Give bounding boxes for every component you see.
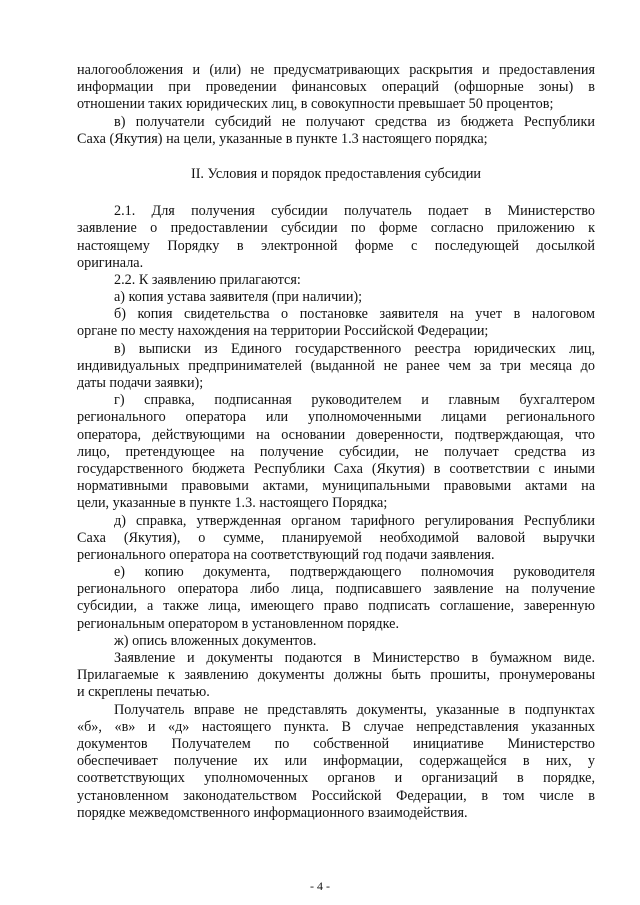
text-line: в) выписки из Единого государственного реестра юридических лиц, xyxy=(114,340,595,357)
text-line: Прилагаемые к заявлению документы должны быть прошиты, пронумерованы xyxy=(77,667,595,684)
text-line: информации при проведении финансовых операций (офшорные зоны) в xyxy=(77,79,595,96)
text-line: в) получатели субсидий не получают средства из бюджета Республики xyxy=(114,113,595,130)
text-line: регионального оператора на соответствующий год подачи заявления. xyxy=(77,546,495,563)
text-line: налогообложения и (или) не предусматривающих раскрытия и предоставления xyxy=(77,62,595,78)
text-line: нормативными правовыми актами, муниципальными правовыми актами на xyxy=(77,478,595,495)
text-line: установленном законодательством Российской Федерации, в том числе в xyxy=(77,787,595,804)
text-line: порядке межведомственного информационного взаимодействия. xyxy=(77,804,468,821)
text-line: регионального оператора или уполномоченными лицами регионального xyxy=(77,409,595,426)
text-line: индивидуальных предпринимателей (выданной не ранее чем за три месяца до xyxy=(77,357,595,374)
text-line: государственного бюджета Республики Саха (Якутия) в соответствии с иными xyxy=(77,460,595,477)
text-line: и скреплены печатью. xyxy=(77,684,210,701)
text-line: Саха (Якутия), о сумме, планируемой необходимой валовой выручки xyxy=(77,529,595,546)
text-line: даты подачи заявки); xyxy=(77,375,204,392)
text-line: д) справка, утвержденная органом тарифного регулирования Республики xyxy=(114,512,595,529)
page-number: - 4 - xyxy=(310,879,330,893)
text-line: документов Получателем по собственной инициативе Министерство xyxy=(77,735,595,752)
text-line: органе по месту нахождения на территории Российской Федерации; xyxy=(77,323,489,340)
text-line: Саха (Якутия) на цели, указанные в пункте 1.3 настоящего порядка; xyxy=(77,130,488,147)
text-line: 2.2. К заявлению прилагаются: xyxy=(114,271,301,288)
text-line: заявление о предоставлении субсидии по форме согласно приложению к xyxy=(77,220,595,237)
text-line: 2.1. Для получения субсидии получатель подает в Министерство xyxy=(114,203,595,220)
text-line: оригинала. xyxy=(77,254,144,271)
text-line: Заявление и документы подаются в Министерство в бумажном виде. xyxy=(114,650,595,667)
text-line: настоящему Порядку в электронной форме с последующей досылкой xyxy=(77,237,595,254)
document-page xyxy=(77,62,595,822)
text-line: г) справка, подписанная руководителем и главным бухгалтером xyxy=(114,392,595,409)
text-line: обеспечивает получение их или информации, содержащейся в них, у xyxy=(77,753,595,770)
text-line: Получатель вправе не представлять документы, указанные в подпунктах xyxy=(114,701,595,718)
section-heading: II. Условия и порядок предоставления субсидии xyxy=(190,165,482,182)
text-line: отношении таких юридических лиц, в совокупности превышает 50 процентов; xyxy=(77,96,554,113)
text-line: оператора, действующими на основании доверенности, подтверждающая, что xyxy=(77,426,595,443)
list-item: ж) опись вложенных документов. xyxy=(114,632,317,649)
text-line: «б», «в» и «д» настоящего пункта. В случае непредставления указанных xyxy=(77,718,595,735)
text-line: б) копия свидетельства о постановке заявителя на учет в налоговом xyxy=(114,306,595,323)
text-line: лицо, претендующее на получение субсидии, не получает средства из xyxy=(77,443,595,460)
text-line: регионального оператора либо лица, подписавшего заявление на получение xyxy=(77,581,595,598)
text-line: региональным оператором в установленном порядке. xyxy=(77,615,399,632)
text-line: субсидии, а также лица, имеющего право подписать соглашение, заверенную xyxy=(77,598,595,615)
text-line: соответствующих уполномоченных органов и организаций в порядке, xyxy=(77,770,595,787)
text-line: цели, указанные в пункте 1.3. настоящего Порядка; xyxy=(77,495,388,512)
list-item: а) копия устава заявителя (при наличии); xyxy=(114,289,363,306)
text-line: е) копию документа, подтверждающего полномочия руководителя xyxy=(114,564,595,581)
